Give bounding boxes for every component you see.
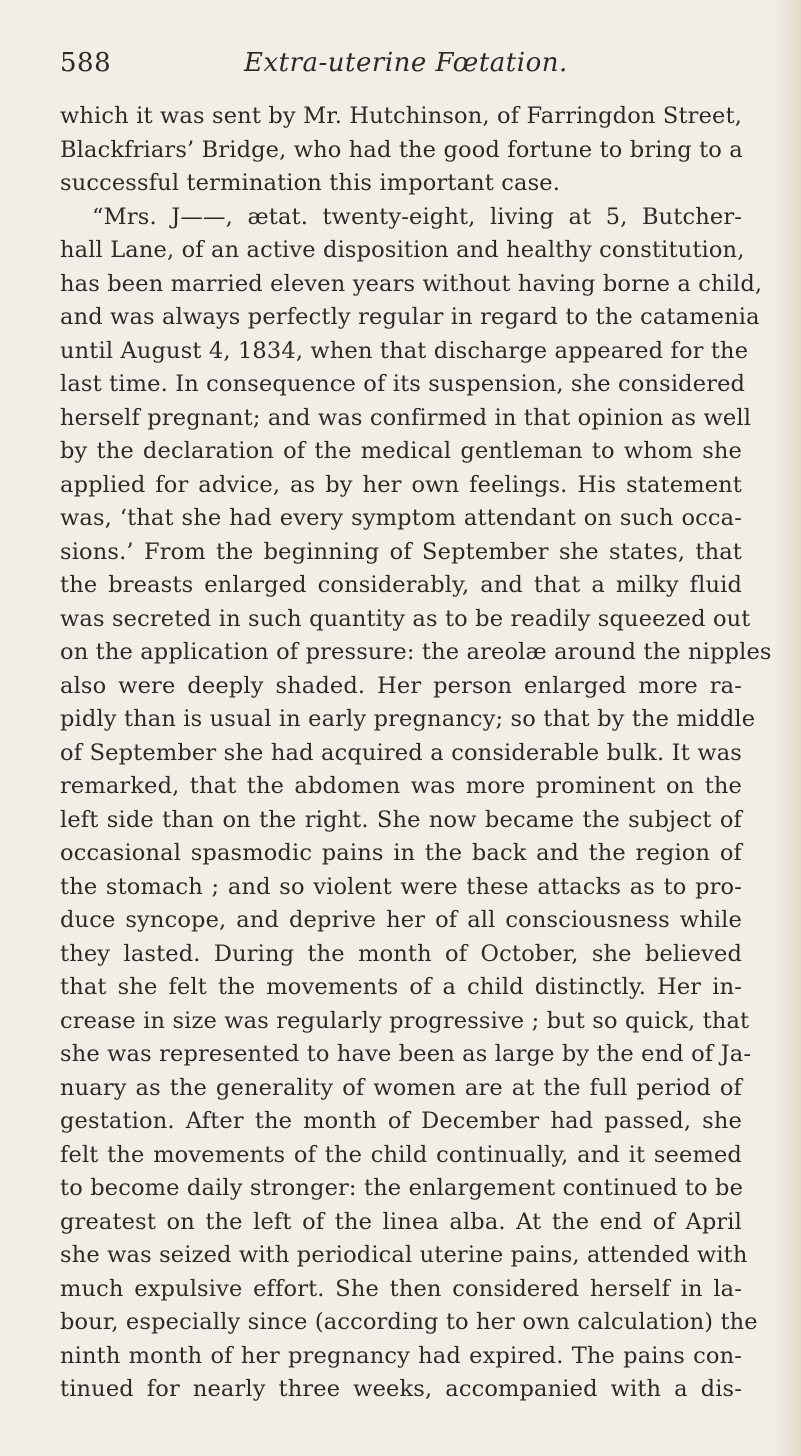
text-line: pidly than is usual in early pregnancy; so that by the middle — [60, 706, 756, 732]
text-line: much expulsive effort. She then considered herself in la- — [60, 1275, 742, 1302]
text-line: crease in size was regularly progressive ; but so quick, that — [60, 1007, 750, 1034]
text-line: applied for advice, as by her own feelings. His statement — [60, 471, 742, 498]
text-line: bour, especially since (according to her own calculation) the — [60, 1309, 758, 1335]
text-line: was, ‘that she had every symptom attendant on such occa- — [60, 505, 742, 531]
text-line: that she felt the movements of a child distinctly. Her in- — [60, 974, 742, 1000]
text-line: the breasts enlarged considerably, and that a milky fluid — [60, 572, 742, 598]
text-line: ninth month of her pregnancy had expired. The pains con- — [60, 1342, 742, 1369]
text-line: she was seized with periodical uterine pains, attended with — [60, 1242, 748, 1268]
text-line: “Mrs. J——, ætat. twenty-eight, living at 5, Butcher- — [92, 203, 742, 230]
text-line: last time. In consequence of its suspension, she considered — [60, 371, 746, 397]
text-line: to become daily stronger: the enlargement continued to be — [60, 1175, 744, 1201]
text-line: herself pregnant; and was confirmed in that opinion as well — [60, 404, 752, 431]
text-line: she was represented to have been as large by the end of Ja- — [60, 1041, 752, 1067]
text-line: which it was sent by Mr. Hutchinson, of Farringdon Street, — [60, 103, 742, 129]
text-line: successful termination this important case. — [60, 170, 561, 196]
text-line: nuary as the generality of women are at the full period of — [60, 1074, 742, 1101]
text-line: until August 4, 1834, when that discharge appeared for the — [60, 337, 749, 364]
text-line: on the application of pressure: the areolæ around the nipples — [60, 639, 772, 665]
text-line: has been married eleven years without having borne a child, — [60, 270, 763, 297]
text-line: the stomach ; and so violent were these attacks as to pro- — [60, 873, 742, 900]
page-edge-shadow — [775, 0, 801, 1456]
text-line: duce syncope, and deprive her of all consciousness while — [60, 907, 742, 933]
page-header — [60, 48, 740, 88]
text-line: hall Lane, of an active disposition and healthy constitution, — [60, 237, 745, 263]
text-line: they lasted. During the month of October, she believed — [60, 940, 742, 967]
running-title: Extra-uterine Fœtation. — [244, 48, 568, 78]
text-line: by the declaration of the medical gentleman to whom she — [60, 438, 742, 464]
text-line: Blackfriars’ Bridge, who had the good fortune to bring to a — [60, 136, 743, 163]
text-line: gestation. After the month of December had passed, she — [60, 1108, 742, 1134]
text-line: also were deeply shaded. Her person enlarged more ra- — [60, 672, 742, 699]
text-line: tinued for nearly three weeks, accompanied with a dis- — [60, 1376, 742, 1402]
page-number: 588 — [60, 48, 112, 78]
text-line: felt the movements of the child continually, and it seemed — [60, 1141, 742, 1168]
text-line: was secreted in such quantity as to be readily squeezed out — [60, 605, 751, 632]
text-line: of September she had acquired a considerable bulk. It was — [60, 739, 742, 766]
text-line: occasional spasmodic pains in the back and the region of — [60, 840, 742, 866]
text-line: and was always perfectly regular in regard to the catamenia — [60, 304, 760, 330]
text-line: left side than on the right. She now became the subject of — [60, 806, 742, 833]
body-text — [60, 100, 772, 1407]
text-line: sions.’ From the beginning of September she states, that — [60, 538, 742, 565]
text-line: greatest on the left of the linea alba. At the end of April — [60, 1208, 742, 1235]
text-line: remarked, that the abdomen was more prominent on the — [60, 773, 742, 799]
